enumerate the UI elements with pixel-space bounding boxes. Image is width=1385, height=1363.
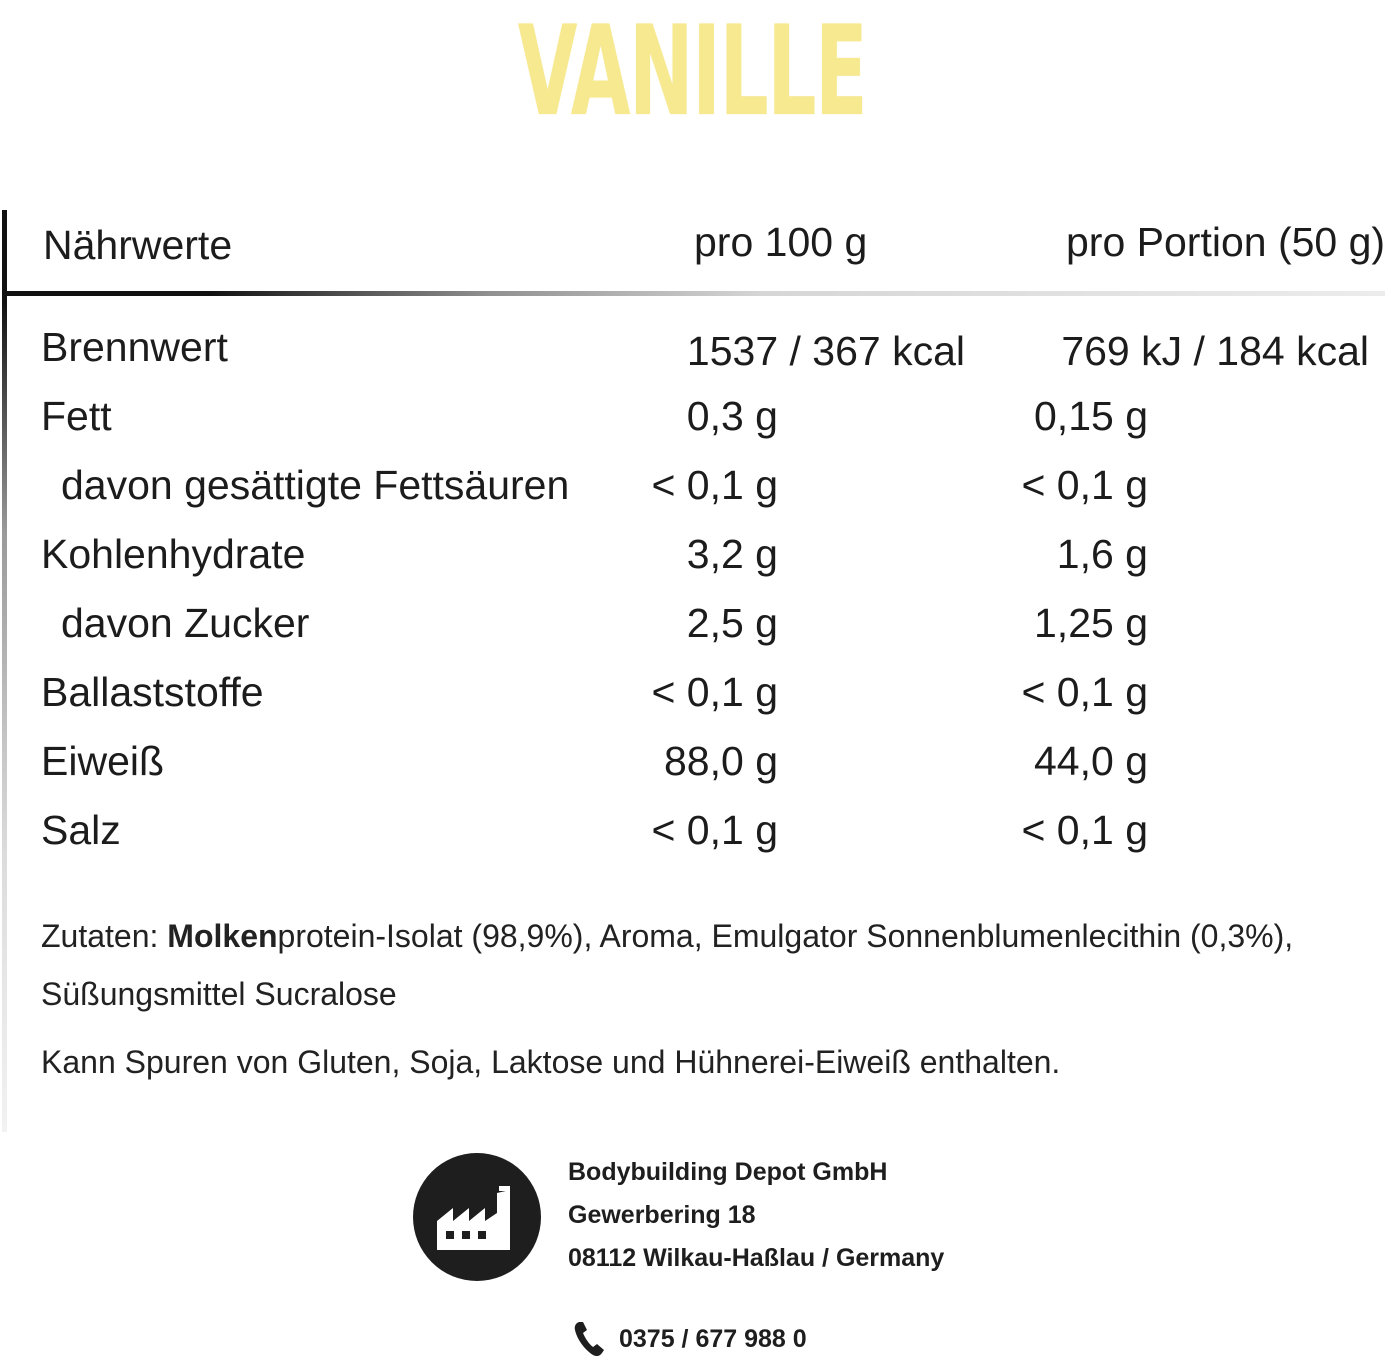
- row-value-per100: 0,3 g: [686, 393, 778, 439]
- row-value-portion: 44,0 g: [1034, 738, 1148, 784]
- row-label: Salz: [41, 807, 121, 853]
- row-value-per100: < 0,1 g: [651, 807, 778, 853]
- header-naehrwerte: Nährwerte: [43, 222, 233, 268]
- row-value-per100: < 0,1 g: [651, 462, 778, 508]
- table-row-kohlenhydrate: [0, 524, 1385, 593]
- row-value-portion: 0,15 g: [1034, 393, 1148, 439]
- row-value-per100: 2,5 g: [686, 600, 778, 646]
- row-label: Ballaststoffe: [41, 669, 264, 715]
- manufacturer-phone: 0375 / 677 988 0: [619, 1325, 807, 1353]
- ingredients-bold: Molken: [167, 918, 278, 954]
- row-label: davon Zucker: [61, 600, 310, 646]
- flavor-title: [0, 2, 1385, 142]
- row-value-portion: < 0,1 g: [1021, 462, 1148, 508]
- ingredients-rest: protein-Isolat (98,9%), Aroma, Emulgator Sonnenblumenlecithin (0,3%),: [277, 918, 1294, 954]
- manufacturer-city: 08112 Wilkau-Haßlau / Germany: [568, 1244, 945, 1272]
- table-row-fett: [0, 386, 1385, 455]
- row-value-portion: 1,6 g: [1056, 531, 1148, 577]
- ingredients-line-1: [41, 914, 1293, 958]
- row-label: Eiweiß: [41, 738, 165, 784]
- manufacturer-street: Gewerbering 18: [568, 1201, 756, 1229]
- row-value-per100: 1537 / 367 kcal: [686, 328, 965, 374]
- row-value-portion: 1,25 g: [1034, 600, 1148, 646]
- row-label: Brennwert: [41, 324, 228, 370]
- allergens-text: Kann Spuren von Gluten, Soja, Laktose und Hühnerei-Eiweiß enthalten.: [41, 1044, 1061, 1080]
- table-row-ballaststoffe: [0, 662, 1385, 731]
- table-row-salz: [0, 800, 1385, 869]
- header-per-portion: pro Portion (50 g): [1066, 219, 1385, 265]
- ingredients-prefix: Zutaten:: [41, 918, 168, 954]
- row-label: Fett: [41, 393, 112, 439]
- row-value-portion: 769 kJ / 184 kcal: [1061, 328, 1369, 374]
- table-row-eiweiss: [0, 731, 1385, 800]
- manufacturer-name: Bodybuilding Depot GmbH: [568, 1158, 888, 1186]
- row-label: Kohlenhydrate: [41, 531, 306, 577]
- flavor-title-text: VANILLE: [518, 0, 867, 144]
- row-value-portion: < 0,1 g: [1021, 807, 1148, 853]
- row-value-per100: 88,0 g: [664, 738, 778, 784]
- table-row-zucker: [0, 593, 1385, 662]
- table-row-brennwert: [0, 317, 1385, 386]
- header-per-100g: pro 100 g: [694, 219, 868, 265]
- row-value-per100: 3,2 g: [686, 531, 778, 577]
- row-value-per100: < 0,1 g: [651, 669, 778, 715]
- ingredients-line-2: Süßungsmittel Sucralose: [41, 976, 397, 1012]
- row-label: davon gesättigte Fettsäuren: [61, 462, 570, 508]
- header-divider: [2, 291, 1385, 296]
- phone-icon: [573, 1320, 607, 1358]
- table-row-gesaettigte-fettsaeuren: [0, 455, 1385, 524]
- row-value-portion: < 0,1 g: [1021, 669, 1148, 715]
- factory-icon: [413, 1153, 541, 1281]
